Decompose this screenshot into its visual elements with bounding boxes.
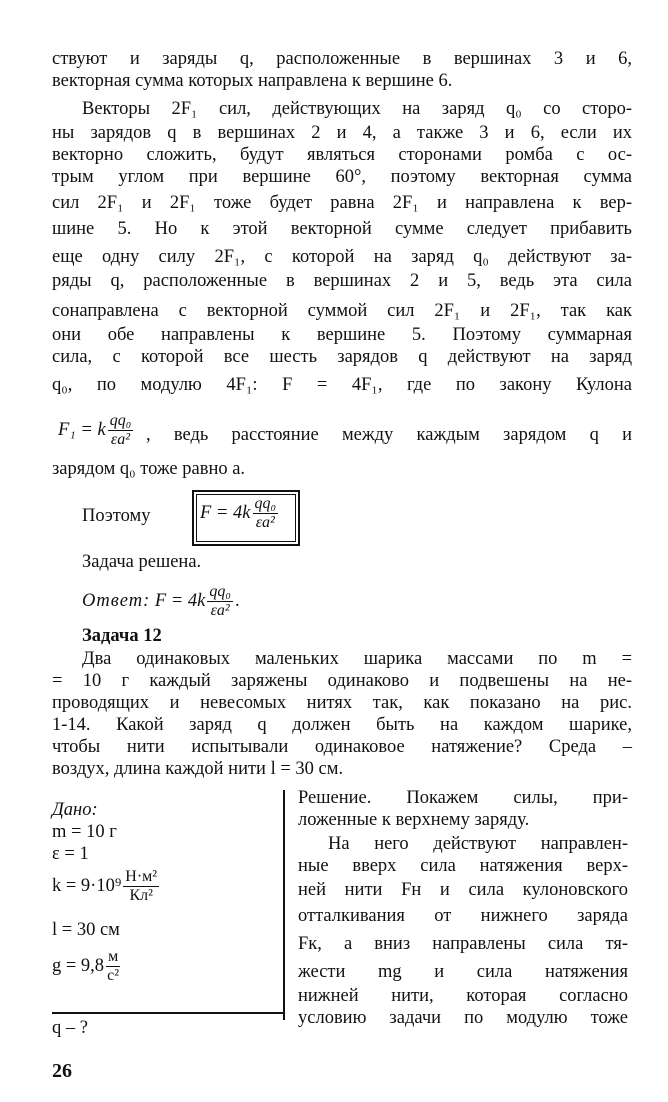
given-separator <box>52 1012 284 1014</box>
text-line: они обе направлены к вершине 5. Поэтому суммарная <box>52 325 632 345</box>
text-line: сила, с которой все шесть зарядов q действуют на заряд <box>52 347 632 367</box>
problem-line: проводящих и невесомых нитях так, как показано на рис. <box>52 693 632 713</box>
solution-line: На него действуют направлен- <box>328 834 628 854</box>
text-line: , ведь расстояние между каждым зарядом q и <box>146 425 632 445</box>
solution-line: Fк, а вниз направлены сила тя- <box>298 934 628 954</box>
text-line: шине 5. Но к этой векторной сумме следует прибавить <box>52 219 632 239</box>
solution-line: ные вверх сила натяжения верх- <box>298 856 628 876</box>
given-epsilon: ε = 1 <box>52 844 89 864</box>
problem-line: 1-14. Какой заряд q должен быть на каждом шарике, <box>52 715 632 735</box>
solution-line: ложенные к верхнему заряду. <box>298 810 530 830</box>
given-g: g = 9,8 $\frac{м}{\text{с²}}$ <box>52 948 120 984</box>
solution-line: нижней нити, которая согласно <box>298 986 628 1006</box>
problem-line: Два одинаковых маленьких шарика массами по m = <box>82 649 632 669</box>
find-q: q – ? <box>52 1018 88 1038</box>
answer-label: Ответ: <box>82 590 151 611</box>
boxed-formula: F = 4k $\frac{\text{qq₀}}{\text{εa²}}$ <box>200 495 277 531</box>
solution-line: условию задачи по модулю тоже <box>298 1008 628 1028</box>
text-line: ны зарядов q в вершинах 2 и 4, а также 3 и 6, если их <box>52 123 632 143</box>
solved-text: Задача решена. <box>82 552 202 572</box>
given-mass: m = 10 г <box>52 822 117 842</box>
problem-line: = 10 г каждый заряжены одинаково и подвешены на не- <box>52 671 632 691</box>
solution-line: Решение. Покажем силы, при- <box>298 788 628 808</box>
text-line: сонаправлена с векторной суммой сил 2F₁ и 2F₁, так как <box>52 301 632 321</box>
given-title: Дано: <box>52 800 98 820</box>
solution-line: жести mg и сила натяжения <box>298 962 628 982</box>
problem-title: Задача 12 <box>82 626 162 646</box>
therefore-label: Поэтому <box>82 506 151 526</box>
problem-line: воздух, длина каждой нити l = 30 см. <box>52 759 344 779</box>
text-line: q₀, по модулю 4F₁: F = 4F₁, где по закону Кулона <box>52 375 632 395</box>
column-divider <box>283 790 285 1020</box>
text-line: Векторы 2F₁ сил, действующих на заряд q₀ со сторо- <box>82 99 632 119</box>
text-line: ствуют и заряды q, расположенные в вершинах 3 и 6, <box>52 49 632 69</box>
text-line: трым углом при вершине 60°, поэтому векторная сумма <box>52 167 632 187</box>
solution-line: ней нити Fн и сила кулоновского <box>298 880 628 900</box>
solution-line: отталкивания от нижнего заряда <box>298 906 628 926</box>
coulomb-formula: F₁ = k $\frac{\text{qq₀}}{\text{εa²}}$ <box>58 412 132 448</box>
text-line: еще одну силу 2F₁, с которой на заряд q₀ действуют за- <box>52 247 632 267</box>
given-length: l = 30 см <box>52 920 120 940</box>
text-line: зарядом q₀ тоже равно a. <box>52 459 246 479</box>
problem-line: чтобы нити испытывали одинаковое натяжение? Среда – <box>52 737 632 757</box>
answer: Ответ: F = 4k $\frac{\text{qq₀}}{\text{εa²}}$ . <box>82 583 240 619</box>
text-line: векторно сложить, будут являться сторонами ромба с ос- <box>52 145 632 165</box>
page-number: 26 <box>52 1060 72 1082</box>
text-line: векторная сумма которых направлена к вершине 6. <box>52 71 453 91</box>
text-line: сил 2F₁ и 2F₁ тоже будет равна 2F₁ и направлена к вер- <box>52 193 632 213</box>
given-k: k = 9·10⁹ $\frac{\text{Н·м²}}{\text{Кл²}}$ <box>52 868 158 904</box>
text-line: ряды q, расположенные в вершинах 2 и 5, ведь эта сила <box>52 271 632 291</box>
